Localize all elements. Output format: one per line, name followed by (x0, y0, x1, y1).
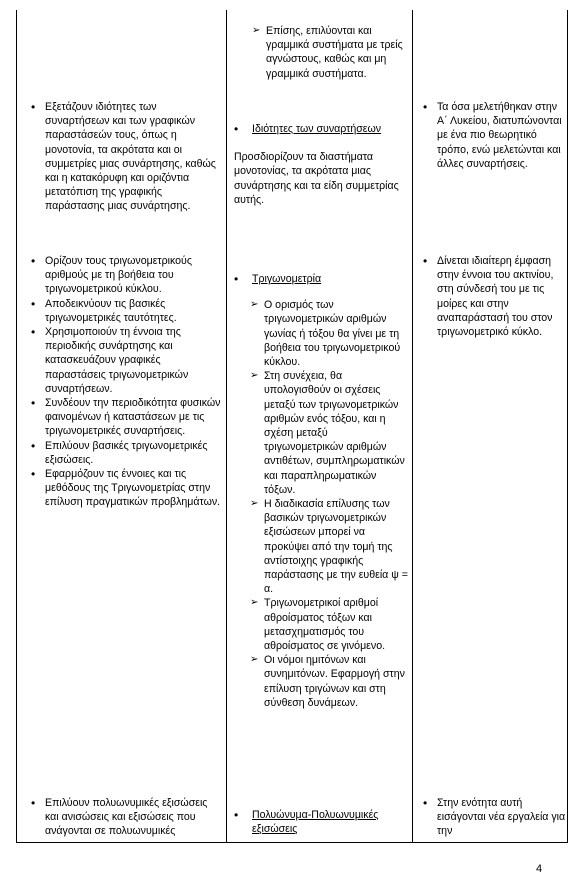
table-border-right (567, 10, 568, 842)
content-item: ➢ Επίσης, επιλύονται και γραμμικά συστήματα με τρείς αγνώστους, καθώς και μη γραμμικά συστήματα. (252, 24, 408, 81)
column-divider-1 (226, 10, 227, 842)
page-number: 4 (536, 863, 543, 875)
row3-goals (28, 796, 222, 839)
row2-content (230, 272, 408, 710)
section-paragraph: Προσδιορίζουν τα διαστήματα μονοτονίας, τα ακρότατα μιας συνάρτησης και τα είδη συμμετρίας αυτής. (234, 151, 399, 206)
row1-notes (420, 100, 566, 171)
section-heading: • Τριγωνομετρία (230, 272, 408, 286)
row1-content (230, 122, 408, 207)
row2-notes (420, 254, 566, 339)
goal-item: • Χρησιμοποιούν τη έννοια της περιοδικής συνάρτησης και κατασκευάζουν γραφικές παραστάσεις τριγωνομετρικών συναρτήσεων. (28, 325, 222, 396)
content-item: ➢ Τριγωνομετρικοί αριθμοί αθροίσματος τόξων και μετασχηματισμός του αθροίσματος σε γινόμενο. (250, 596, 408, 653)
content-item: ➢ Η διαδικασία επίλυσης των βασικών τριγωνομετρικών εξισώσεων μπορεί να προκύψει από την τομή της αντίστοιχης γραφικής παράστασης με την ευθεία ψ = α. (250, 497, 408, 596)
goal-item: • Εξετάζουν ιδιότητες των συναρτήσεων και των γραφικών παραστάσεών τους, όπως η μονοτονία, τα ακρότατα και οι συμμετρίες μιας συνάρτησης, καθώς και η κατακόρυφη και οριζόντια μετατόπιση της γραφικής παράστασης μιας συνάρτησης. (28, 100, 220, 214)
content-item: ➢ Στη συνέχεια, θα υπολογισθούν οι σχέσεις μεταξύ των τριγωνομετρικών αριθμών ενός τόξου, και η σχέση μεταξύ τριγωνομετρικών αριθμών αντιθέτων, συμπληρωματικών και παραπληρωματικών τόξων. (250, 369, 408, 497)
goal-item: • Εφαρμόζουν τις έννοιες και τις μεθόδους της Τριγωνομετρίας στην επίλυση πραγματικών προβλημάτων. (28, 467, 222, 510)
goal-item: • Επιλύουν βασικές τριγωνομετρικές εξισώσεις. (28, 439, 222, 467)
table-border-left (16, 10, 17, 842)
row0-content (252, 24, 408, 81)
goal-item: • Επιλύουν πολυωνυμικές εξισώσεις και ανισώσεις και εξισώσεις που ανάγονται σε πολυωνυμικές (28, 796, 222, 839)
note-item: • Δίνεται ιδιαίτερη έμφαση στην έννοια του ακτινίου, στη σύνδεσή του με τις μοίρες και στην αναπαράστασή του στον τριγωνομετρικό κύκλο. (420, 254, 566, 339)
column-divider-2 (412, 10, 413, 842)
goal-item: • Αποδεικνύουν τις βασικές τριγωνομετρικές ταυτότητες. (28, 297, 222, 325)
row3-content (230, 808, 408, 836)
content-item: ➢ Ο ορισμός των τριγωνομετρικών αριθμών γωνίας ή τόξου θα γίνει με τη βοήθεια του τριγωνομετρικού κύκλου. (250, 298, 408, 369)
row2-goals (28, 254, 222, 510)
content-item: ➢ Οι νόμοι ημιτόνων και συνημιτόνων. Εφαρμογή στην επίλυση τριγώνων και στη σύνθεση δυνάμεων. (250, 653, 408, 710)
section-heading: • Ιδιότητες των συναρτήσεων (230, 122, 408, 136)
curriculum-table (16, 10, 568, 843)
section-heading: • Πολυώνυμα-Πολυωνυμικές εξισώσεις (230, 808, 408, 836)
goal-item: • Συνδέουν την περιοδικότητα φυσικών φαινομένων ή καταστάσεων με τις τριγωνομετρικές συναρτήσεις. (28, 396, 222, 439)
row3-notes (420, 796, 566, 839)
note-item: • Τα όσα μελετήθηκαν στην Α΄ Λυκείου, διατυπώνονται με ένα πιο θεωρητικό τρόπο, ενώ μελετώνται και άλλες συναρτήσεις. (420, 100, 566, 171)
row1-goals (28, 100, 220, 214)
goal-item: • Ορίζουν τους τριγωνομετρικούς αριθμούς με τη βοήθεια του τριγωνομετρικού κύκλου. (28, 254, 222, 297)
note-item: • Στην ενότητα αυτή εισάγονται νέα εργαλεία για την (420, 796, 566, 839)
